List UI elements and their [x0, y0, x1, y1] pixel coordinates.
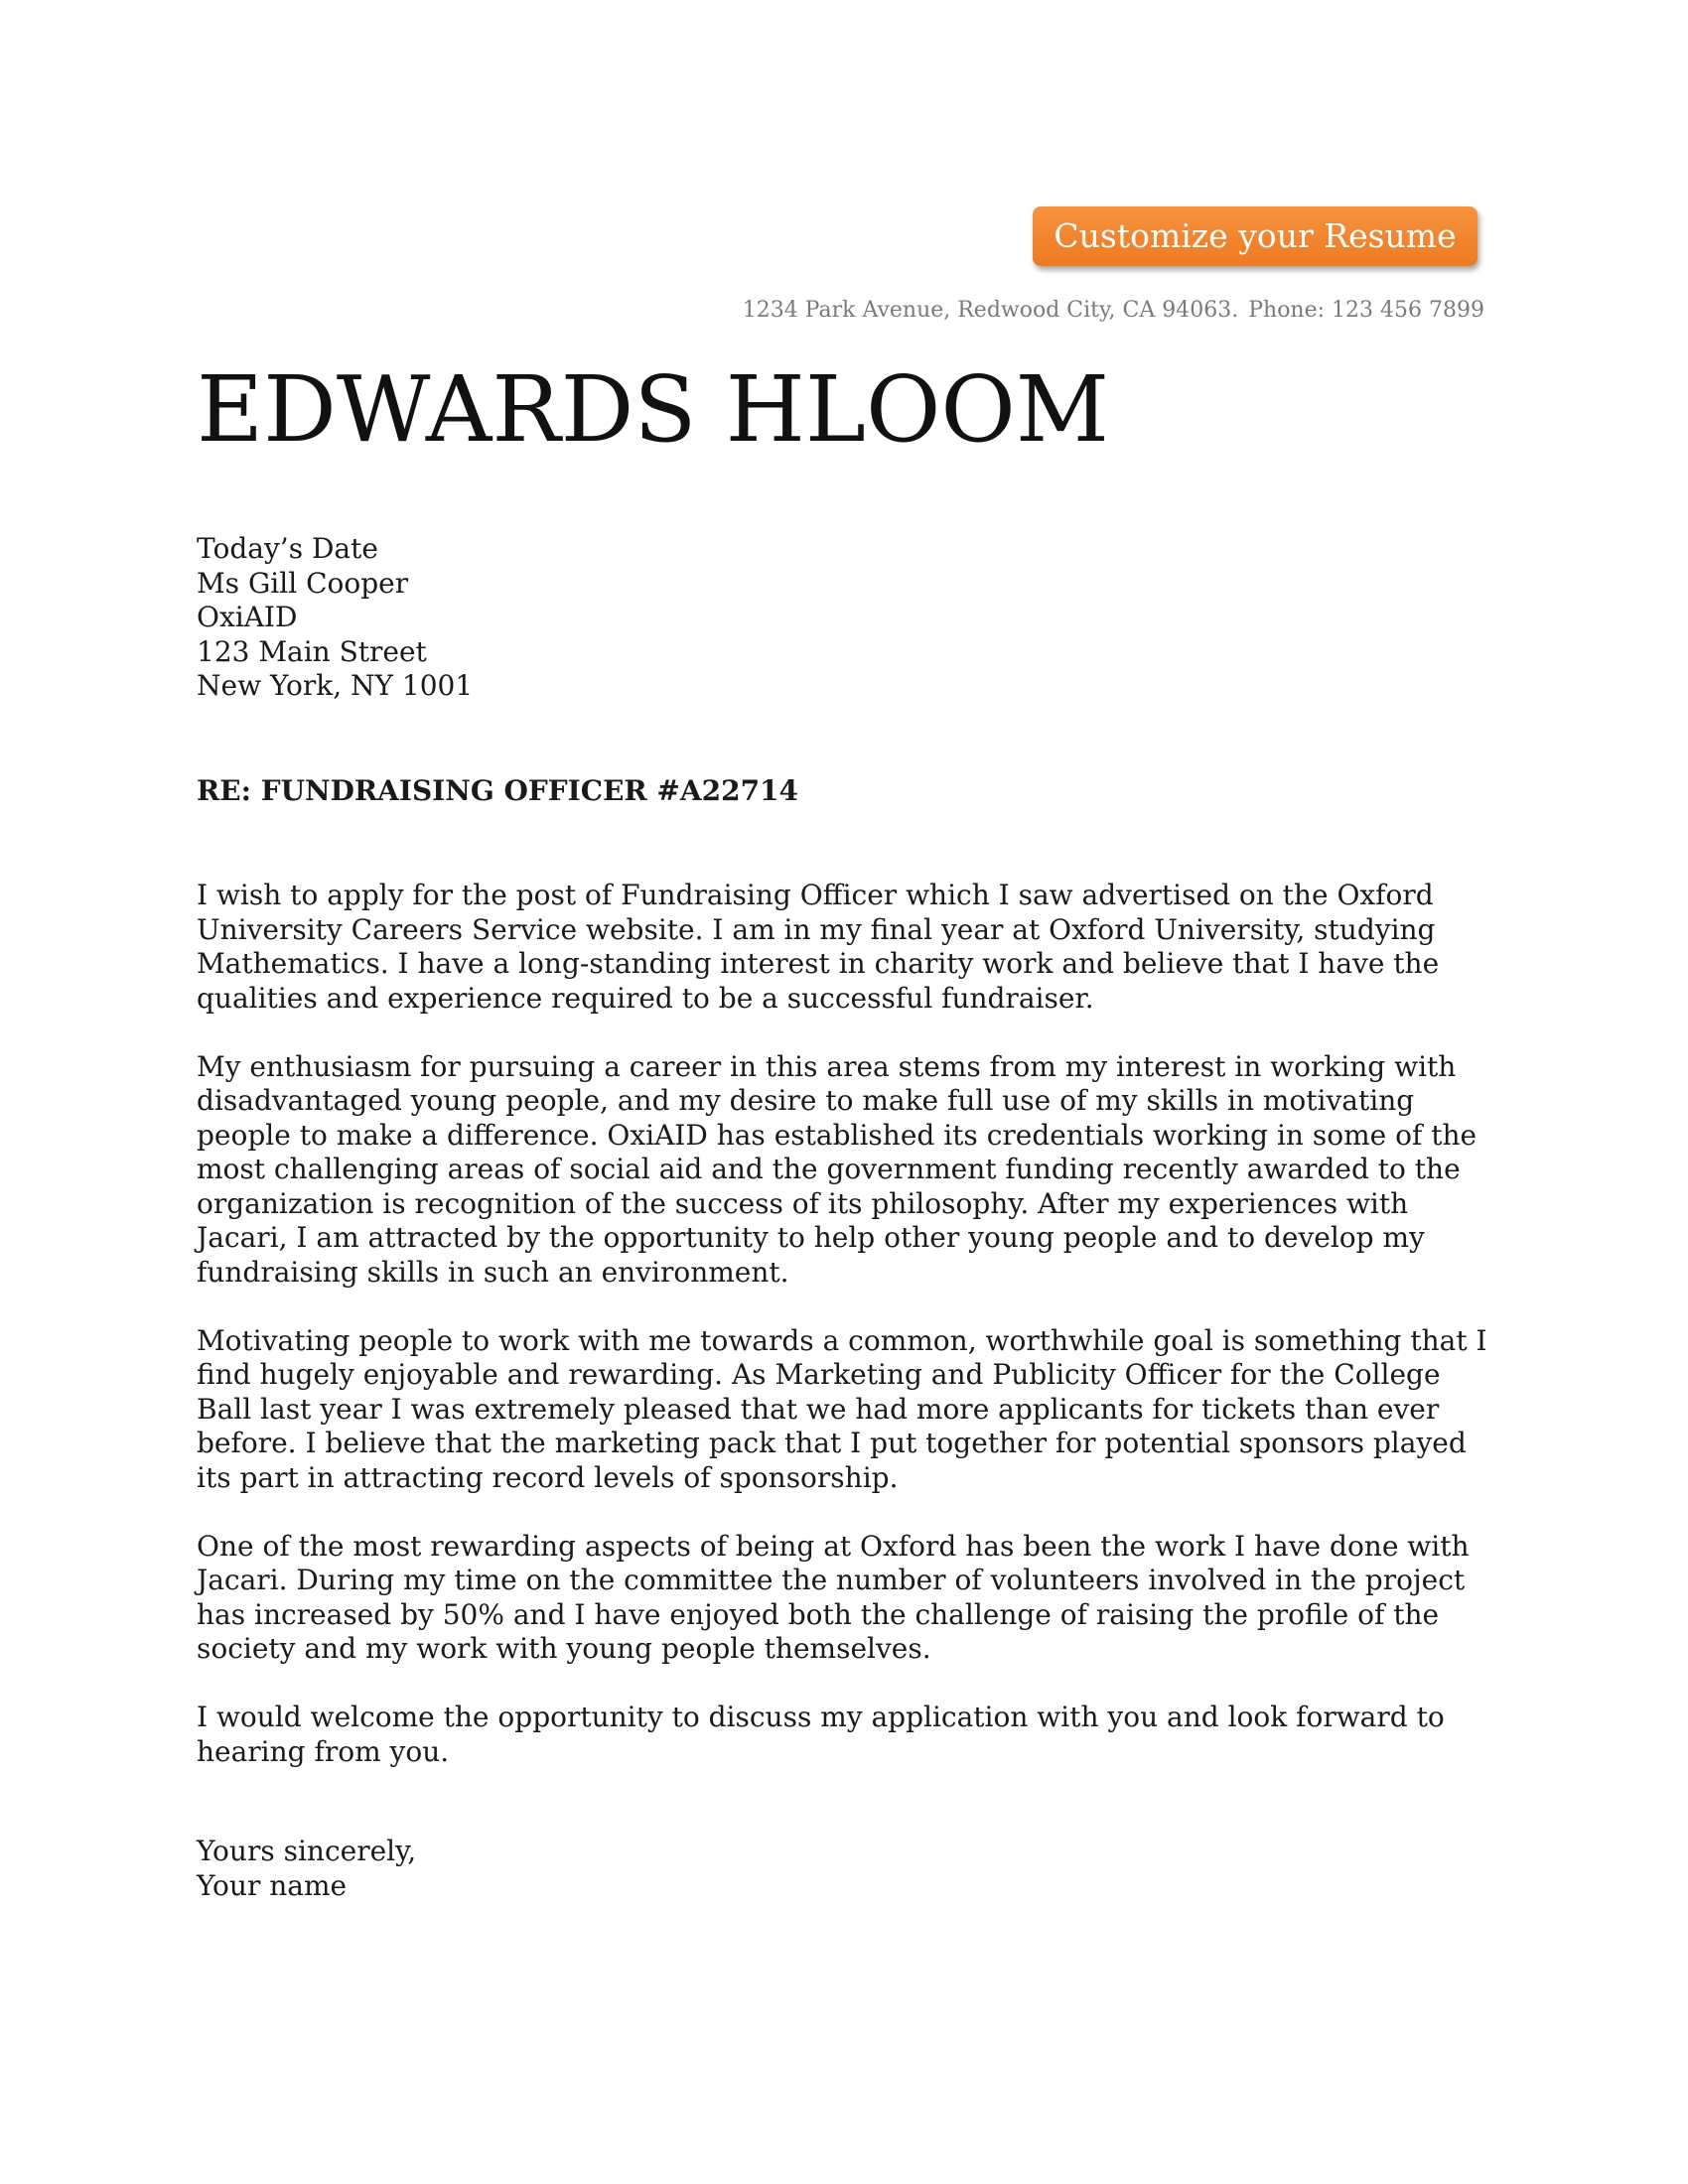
applicant-name: EDWARDS HLOOM [197, 356, 1110, 463]
recipient-city: New York, NY 1001 [197, 669, 474, 702]
signature-name: Your name [197, 1868, 348, 1902]
phone: Phone: 123 456 7899 [1248, 298, 1484, 323]
recipient-name: Ms Gill Cooper [197, 566, 409, 600]
body-paragraph-5: I would welcome the opportunity to discuss my application with you and look forward to hearing from you. [197, 1701, 1445, 1768]
address: 1234 Park Avenue, Redwood City, CA 94063. [742, 298, 1239, 323]
recipient-company: OxiAID [197, 601, 298, 633]
letter-date: Today’s Date [197, 532, 378, 565]
subject-line: RE: FUNDRAISING OFFICER #A22714 [197, 774, 799, 807]
closing-salutation: Yours sincerely, [197, 1835, 417, 1867]
customize-resume-button[interactable]: Customize your Resume [1033, 206, 1477, 266]
letter-body [197, 879, 1487, 1804]
body-paragraph-3: Motivating people to work with me towards a common, worthwhile goal is something that I find hugely enjoyable and rewarding. As Marketing and Publicity Officer for the College Ball last year I was extremely pleased that we had more applicants for tickets than ever before. I believe that the marketing pack that I put together for potential sponsors played its part in attracting record levels of sponsorship. [197, 1323, 1487, 1494]
body-paragraph-4: One of the most rewarding aspects of being at Oxford has been the work I have done with Jacari. During my time on the committee the number of volunteers involved in the project has increased by 50% and I have enjoyed both the challenge of raising the profile of the society and my work with young people themselves. [197, 1529, 1470, 1665]
recipient-block [197, 532, 473, 704]
body-paragraph-2: My enthusiasm for pursuing a career in this area stems from my interest in working with disadvantaged young people, and my desire to make full use of my skills in motivating people to make a difference. OxiAID has established its credentials working in some of the most challenging areas of social aid and the government funding recently awarded to the organization is recognition of the success of its philosophy. After my experiences with Jacari, I am attracted by the opportunity to help other young people and to develop my fundraising skills in such an environment. [197, 1049, 1477, 1289]
closing-block [197, 1835, 416, 1903]
body-paragraph-1: I wish to apply for the post of Fundraising Officer which I saw advertised on the Oxford University Careers Service website. I am in my final year at Oxford University, studying Mathematics. I have a long-standing interest in charity work and believe that I have the qualities and experience required to be a successful fundraiser. [197, 879, 1440, 1015]
recipient-street: 123 Main Street [197, 634, 427, 668]
contact-line [743, 298, 1484, 323]
